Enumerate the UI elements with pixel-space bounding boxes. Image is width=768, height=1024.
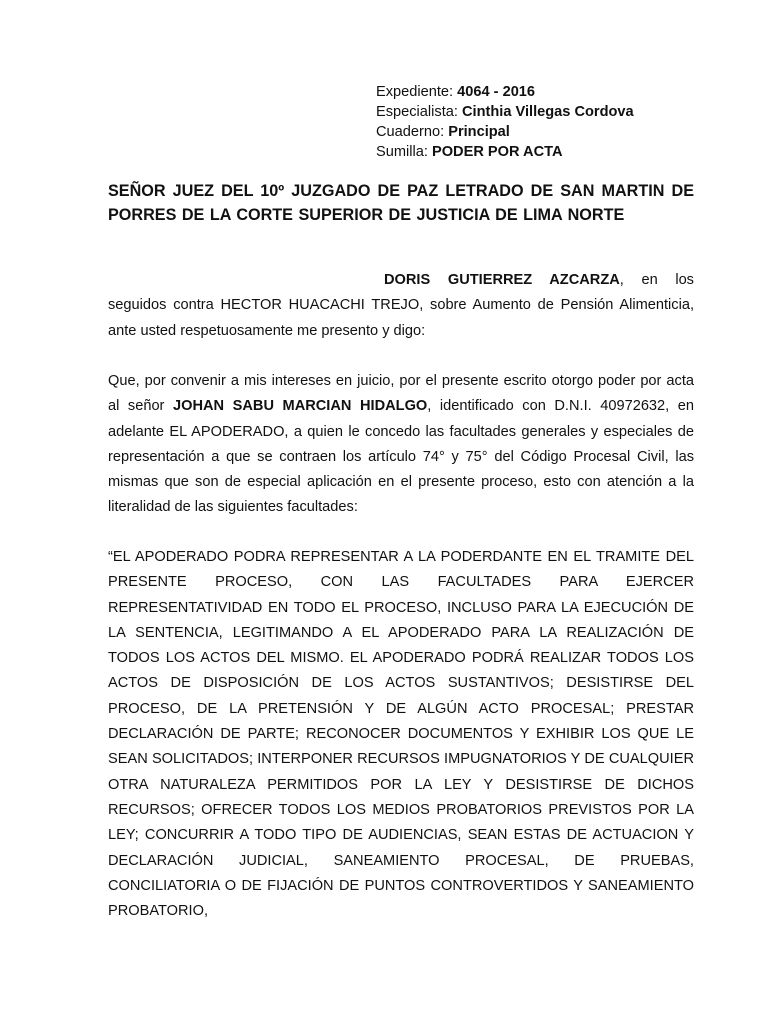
court-addressee: SEÑOR JUEZ DEL 10º JUZGADO DE PAZ LETRADO DE SAN MARTIN DE PORRES DE LA CORTE SUPERIOR DE JUSTICIA DE LIMA NORTE	[108, 182, 694, 224]
expediente-label: Expediente:	[376, 84, 458, 100]
cuaderno-label: Cuaderno:	[376, 124, 449, 140]
intro-paragraph	[108, 268, 694, 344]
sumilla-line	[376, 142, 634, 162]
especialista-label: Especialista:	[376, 104, 462, 120]
sumilla-value: PODER POR ACTA	[431, 144, 563, 160]
intro-text: , en los seguidos contra HECTOR HUACACHI TREJO, sobre Aumento de Pensión Alimenticia, ante usted respetuosamente me presento y digo:	[108, 272, 694, 339]
especialista-value: Cinthia Villegas Cordova	[461, 104, 634, 120]
attorney-name: JOHAN SABU MARCIAN HIDALGO	[172, 398, 428, 415]
cuaderno-value: Principal	[448, 124, 510, 140]
sumilla-label: Sumilla:	[376, 144, 432, 160]
grant-text-after: , identificado con D.N.I. 40972632, en adelante EL APODERADO, a quien le concedo las facultades generales y especiales de representación a que se contraen los artículo 74° y 75° del Código Procesal Civil, las mismas que son de especial aplicación en el presente proceso, esto con atención a la literalidad de las siguientes facultades:	[108, 398, 695, 516]
especialista-line	[376, 102, 634, 122]
case-header	[376, 82, 634, 162]
expediente-line	[376, 82, 634, 102]
faculties-paragraph: “EL APODERADO PODRA REPRESENTAR A LA PODERDANTE EN EL TRAMITE DEL PRESENTE PROCESO, CON LAS FACULTADES PARA EJERCER REPRESENTATIVIDAD EN TODO EL PROCESO, INCLUSO PARA LA EJECUCIÓN DE LA SENTENCIA, LEGITIMANDO A EL APODERADO PARA LA REALIZACIÓN DE TODOS LOS ACTOS DEL MISMO. EL APODERADO PODRÁ REALIZAR TODOS LOS ACTOS DE DISPOSICIÓN DE LOS ACTOS SUSTANTIVOS; DESISTIRSE DEL PROCESO, DE LA PRETENSIÓN Y DE ALGÚN ACTO PROCESAL; PRESTAR DECLARACIÓN DE PARTE; RECONOCER DOCUMENTOS Y EXHIBIR LOS QUE LE SEAN SOLICITADOS; INTERPONER RECURSOS IMPUGNATORIOS Y DE CUALQUIER OTRA NATURALEZA PERMITIDOS POR LA LEY Y DESISTIRSE DE DICHOS RECURSOS; OFRECER TODOS LOS MEDIOS PROBATORIOS PREVISTOS POR LA LEY; CONCURRIR A TODO TIPO DE AUDIENCIAS, SEAN ESTAS DE ACTUACION Y DECLARACIÓN JUDICIAL, SANEAMIENTO PROCESAL, DE PRUEBAS, CONCILIATORIA O DE FIJACIÓN DE PUNTOS CONTROVERTIDOS Y SANEAMIENTO PROBATORIO,	[108, 549, 694, 920]
power-grant-paragraph	[108, 369, 694, 521]
expediente-value: 4064 - 2016	[457, 84, 536, 100]
grant-text-before: Que, por convenir a mis intereses en juicio, por el presente escrito otorgo poder por acta al señor	[108, 373, 694, 415]
petitioner-name: DORIS GUTIERREZ AZCARZA	[384, 272, 620, 288]
cuaderno-line	[376, 122, 634, 142]
